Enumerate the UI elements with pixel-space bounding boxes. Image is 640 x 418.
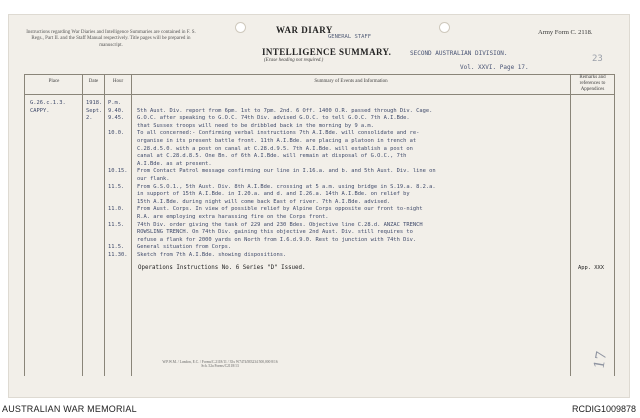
entry-hour: 11.0. <box>108 206 125 213</box>
column-header-place: Place <box>48 79 60 84</box>
column-rule <box>131 74 132 376</box>
general-staff-stamp: GENERAL STAFF <box>328 34 372 40</box>
title-war-diary: WAR DIARY <box>276 25 333 35</box>
entry-hour: 10.0. <box>108 130 125 137</box>
entry-hour: 11.5. <box>108 244 125 251</box>
instructions-text: Instructions regarding War Diaries and Intelligence Summaries are contained in F. S. Regs., Part II. and the Staff Manual respectively. Title pages will be prepared in manuscript. <box>26 30 196 48</box>
erase-note: (Erase heading not required.) <box>264 58 324 63</box>
entry-text: From Aust. Corps. In view of possible relief by Alpine Corps opposite our front to-night <box>137 206 423 213</box>
operations-instruction-line: Operations Instructions No. 6 Series "D" Issued. <box>138 265 306 271</box>
entry-date: 2. <box>86 115 93 122</box>
printer-imprint: W.P.W.M. / London, E.C. / Forms/C.2118/11 / 35x W7474/M3234 500,000 8/16 Sch. 52a Forms/C2118/13 <box>162 360 278 369</box>
page-stamp: 23 <box>592 54 603 64</box>
entry-text: ROWSLING TRENCH. On 74th Div. gaining this objective 2nd Aust. Div. still requires to <box>137 229 413 236</box>
appendix-reference: App. XXX <box>578 265 604 271</box>
entry-text: Sketch from 7th A.I.Bde. showing dispositions. <box>137 252 287 258</box>
entry-hour: 11.5. <box>108 221 125 228</box>
entry-hour: 9.40. <box>108 107 125 114</box>
entry-hour: 9.45. <box>108 115 125 122</box>
punch-hole-right <box>439 22 450 33</box>
volume-page: Vol. XXVI. Page 17. <box>460 64 529 71</box>
column-rule <box>614 74 615 376</box>
entry-text: 5th Aust. Div. report from 6pm. 1st to 7pm. 2nd. 6 Off. 1400 O.R. passed through Div. Cage. <box>137 107 433 114</box>
column-header-summary: Summary of Events and Information <box>314 79 388 84</box>
entry-text: A.I.Bde. as at present. <box>137 160 212 167</box>
entry-text: To all concerned:- Confirming verbal instructions 7th A.I.Bde. will consolidate and re- <box>137 130 420 137</box>
entry-text: refuse a flank for 2000 yards on North from I.6.d.9.0. Rest to junction with 74th Div. <box>137 236 417 243</box>
entry-text: organise in its present battle front. 11th A.I.Bde. are placing a platoon in trench at <box>137 138 417 144</box>
entry-text: G.O.C. after speaking to G.O.C. 74th Div. advised G.O.C. to tell G.O.C. 7th A.I.Bde. <box>137 115 410 122</box>
archive-credit: AUSTRALIAN WAR MEMORIAL <box>2 404 137 414</box>
column-header-date: Date <box>88 79 99 84</box>
entry-hour: P.m. <box>108 100 121 106</box>
table-top-rule <box>24 74 614 75</box>
title-intelligence-summary: INTELLIGENCE SUMMARY. <box>262 47 392 57</box>
entry-text: C.28.d.5.0. with a post on canal at C.28.d.9.5. 7th A.I.Bde. will establish a post on <box>137 145 413 152</box>
entry-place: CAPPY. <box>30 107 50 114</box>
punch-hole-left <box>235 22 246 33</box>
entry-date: Sept. <box>86 107 103 114</box>
handwritten-page-number: 17 <box>591 349 611 371</box>
entry-text: General situation from Corps. <box>137 244 232 251</box>
entry-text: 15th A.I.Bde. during night will come back East of river. 7th A.I.Bde. advised. <box>137 198 391 205</box>
unit-name: SECOND AUSTRALIAN DIVISION. <box>410 50 508 57</box>
entry-text: From G.S.O.1., 5th Aust. Div. 8th A.I.Bde. crossing at 5 a.m. using bridge in S.19.a. 8.2.a. <box>137 183 436 190</box>
entry-text: R.A. are employing extra harassing fire on the Corps front. <box>137 214 329 220</box>
column-rule <box>104 74 105 376</box>
entry-place: G.26.c.1.3. <box>30 100 66 106</box>
entry-hour: 11.30. <box>108 252 128 258</box>
column-rule <box>82 74 83 376</box>
form-number: Army Form C. 2118. <box>538 29 593 36</box>
entry-date: 1918. <box>86 100 103 106</box>
entry-text: in support of 15th A.I.Bde. in I.20.a. and d. and I.26.a. 14th A.I.Bde. on relief by <box>137 191 410 198</box>
column-rule <box>570 74 571 376</box>
entry-text: that Sussex troops will need to be dribbled back in the morning by 9 a.m. <box>137 122 374 129</box>
entry-text: our flank. <box>137 176 170 182</box>
entry-text: 74th Div. order giving the task of 229 and 230 Bdes. Objective line C.28.d. ANZAC TRENCH <box>137 221 423 228</box>
archive-reference-id: RCDIG1009878 <box>571 404 636 414</box>
entry-text: canal at C.28.d.8.5. One Bn. of 6th A.I.Bde. will remain at disposal of G.O.C., 7th <box>137 153 407 160</box>
entry-text: From Contact Patrol message confirming our line in I.16.a. and b. and 5th Aust. Div. line on <box>137 168 436 175</box>
entry-hour: 10.15. <box>108 168 128 175</box>
table-header-rule <box>24 94 614 95</box>
column-header-hour: Hour <box>112 79 124 84</box>
column-rule <box>24 74 25 376</box>
column-header-remarks: Remarks and references to Appendices <box>579 75 606 92</box>
entry-hour: 11.5. <box>108 183 125 190</box>
